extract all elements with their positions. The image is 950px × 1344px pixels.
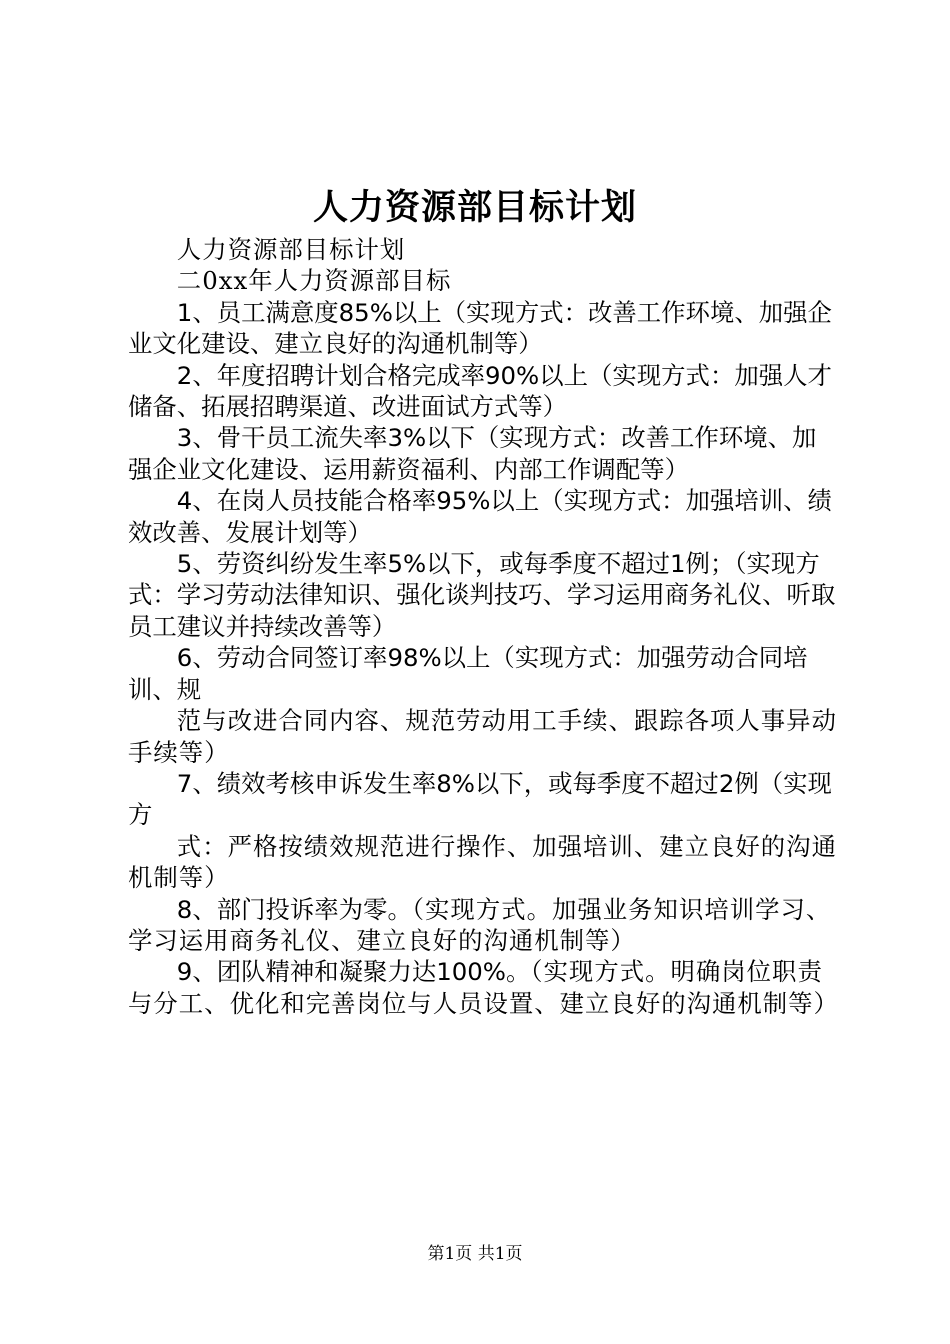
goal-item-2: 2、年度招聘计划合格完成率90%以上（实现方式：加强人才储备、拓展招聘渠道、改进面试方式等） — [128, 360, 832, 422]
goal-item-7-continuation: 式：严格按绩效规范进行操作、加强培训、建立良好的沟通机制等） — [128, 831, 837, 893]
page-footer: 第1页 共1页 — [427, 1244, 523, 1264]
goal-item-7: 7、绩效考核申诉发生率8%以下，或每季度不超过2例（实现方 — [128, 768, 832, 830]
document-body — [128, 234, 840, 1019]
goal-item-3: 3、骨干员工流失率3%以下（实现方式：改善工作环境、加强企业文化建设、运用薪资福利、内部工作调配等） — [128, 423, 817, 484]
document-title: 人力资源部目标计划 — [312, 187, 637, 228]
goal-item-9-lead: 9、团队精神和凝聚力达100%。 — [176, 957, 531, 987]
goal-item-9-detail: （实现方式。明确岗位职责与分工、优化和完善岗位与人员设置、建立良好的沟通机制等） — [128, 957, 839, 1018]
goal-item-4: 4、在岗人员技能合格率95%以上（实现方式：加强培训、绩效改善、发展计划等） — [128, 486, 832, 547]
goal-item-8 — [128, 894, 840, 957]
goal-item-1: 1、员工满意度85%以上（实现方式：改善工作环境、加强企业文化建设、建立良好的沟通机制等） — [128, 297, 832, 359]
heading-line: 二0xx年人力资源部目标 — [176, 266, 452, 296]
goal-item-8-lead: 8、部门投诉率为零。 — [176, 894, 412, 924]
goal-item-5: 5、劳资纠纷发生率5%以下，或每季度不超过1例；（实现方式：学习劳动法律知识、强化谈判技巧、学习运用商务礼仪、听取员工建议并持续改善等） — [128, 549, 836, 641]
goal-item-6-continuation: 范与改进合同内容、规范劳动用工手续、跟踪各项人事异动手续等） — [128, 706, 837, 767]
subtitle-line: 人力资源部目标计划 — [176, 235, 406, 264]
goal-item-8-detail: （实现方式。加强业务知识培训学习、学习运用商务礼仪、建立良好的沟通机制等） — [128, 894, 832, 955]
goal-item-6: 6、劳动合同签订率98%以上（实现方式：加强劳动合同培训、规 — [128, 643, 808, 704]
goal-item-9 — [128, 956, 840, 1019]
